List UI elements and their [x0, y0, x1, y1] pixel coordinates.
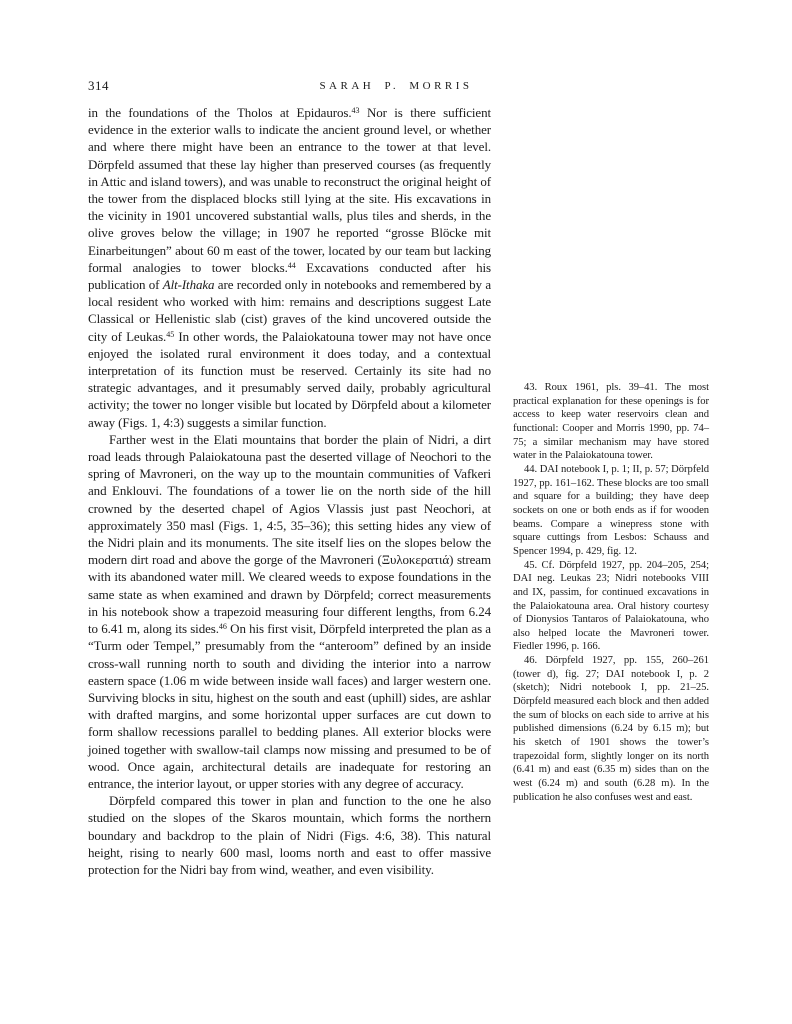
- running-head-author: SARAH P. MORRIS: [319, 80, 473, 92]
- body-paragraph: in the foundations of the Tholos at Epidauros.$^{43}$ Nor is there sufficient evidence in the exterior walls to indicate the ancient ground level, or whether and where there might have been an entrance to the tower at that level. Dörpfeld assumed that these lay higher than preserved courses (as frequently in Attic and island towers), and was unable to reconstruct the original height of the tower from the displaced blocks still lying at the site. His excavations in the vicinity in 1901 uncovered substantial walls, plus tiles and sherds, in the olive groves below the village; in 1907 he reported “grosse Blöcke mit Einarbeitungen” about 60 m east of the tower, located by our team but lacking formal analogies to tower blocks.$^{44}$ Excavations conducted after his publication of Alt-Ithaka are recorded only in notebooks and remembered by a local resident who worked with him: remains and descriptions suggest Late Classical or Hellenistic slab (cist) graves of the kind uncovered outside the city of Leukas.$^{45}$ In other words, the Palaiokatouna tower may not have once enjoyed the isolated rural environment it does today, and a contextual interpretation of its function must be reserved. Certainly its site had no strategic advantages, and it presumably served daily, probably agricultural activity; the tower no longer visible but located by Dörpfeld about a kilometer away (Figs. 1, 4:3) suggests a similar function.: [88, 105, 491, 430]
- footnote-reference: 45: [166, 329, 175, 339]
- footnote-reference: 43: [351, 106, 360, 115]
- footnote: 46. Dörpfeld 1927, pp. 155, 260–261 (tower d), fig. 27; DAI notebook I, p. 2 (sketch); Nidri notebook I, pp. 21–25. Dörpfeld measured each block and then added the sum of blocks on each side to arrive at his published dimensions (6.24 by 6.15 m); but his sketch of 1901 shows the tower’s trapezoidal form, slightly longer on its north (6.41 m) and east (6.35 m) sides than on the west (6.24 m) and south (6.28 m). In the publication he also confuses west and east.: [513, 655, 709, 803]
- footnote-reference: 46: [218, 622, 227, 632]
- footnote-reference: 44: [287, 260, 296, 270]
- footnote: 45. Cf. Dörpfeld 1927, pp. 204–205, 254; DAI neg. Leukas 23; Nidri notebooks VIII and IX, passim, for continued excavations in the Palaiokatouna area. Oral history courtesy of Dionysios Tantaros of Palaiokatouna, who also helped locate the Mavroneri tower. Fiedler 1996, p. 166.: [513, 559, 709, 653]
- footnotes: [513, 381, 709, 804]
- body-paragraph: Farther west in the Elati mountains that border the plain of Nidri, a dirt road leads through Palaiokatouna past the deserted village of Neochori to the spring of Mavroneri, on the way up to the mountain communities of Vafkeri and Enklouvi. The foundations of a tower lie on the north side of the hill crowned by the deserted chapel of Agios Vlassis just past Neochori, at approximately 350 masl (Figs. 1, 4:5, 35–36); this setting hides any view of the Nidri plain and its monuments. The site itself lies on the slopes below the modern dirt road and above the gorge of the Mavroneri (Ξυλοκερατιά) stream with its abandoned water mill. We cleared weeds to expose foundations in the same state as when examined and drawn by Dörpfeld; correct measurements in his notebook show a trapezoid measuring four different lengths, from 6.24 to 6.41 m, along its sides.$^{46}$ On his first visit, Dörpfeld interpreted the plan as a “Turm oder Tempel,” presumably from the “anteroom” defined by an inside cross-wall running north to south and dividing the interior into a narrow eastern space (1.06 m wide between inside wall faces) and larger western one. Surviving blocks in situ, highest on the south and east (uphill) sides, are ashlar with drafted margins, and some horizontal upper surfaces are cut down to form shallow recessions parallel to bedding planes. All exterior blocks were joined together with swallow-tail clamps now missing and presumed to be of wood. Once again, architectural details are inadequate for restoring an entrance, the interior layout, or upper stories with any degree of accuracy.: [88, 431, 491, 791]
- footnote: 43. Roux 1961, pls. 39–41. The most practical explanation for these openings is for access to keep water reservoirs clean and functional: Cooper and Morris 1990, pp. 74–75; a similar mechanism may have stored water in the Palaiokatouna tower.: [513, 382, 709, 462]
- footnote: 44. DAI notebook I, p. 1; II, p. 57; Dörpfeld 1927, pp. 161–162. These blocks are too small and square for a building; they have deep sockets on one or both ends as if for wooden beams. Compare a winepress stone with square cuttings from Lesbos: Schauss and Spencer 1994, p. 429, fig. 12.: [513, 463, 709, 557]
- main-text: [88, 104, 491, 878]
- page-number: 314: [88, 78, 109, 93]
- italic-title: Alt-Ithaka: [162, 277, 215, 293]
- body-paragraph: Dörpfeld compared this tower in plan and function to the one he also studied on the slopes of the Skaros mountain, which forms the northern boundary and backdrop to the plain of Nidri (Figs. 4:6, 38). This natural height, rising to nearly 600 masl, looms north and east to offer massive protection for the Nidri bay from wind, weather, and even visibility.: [88, 793, 491, 877]
